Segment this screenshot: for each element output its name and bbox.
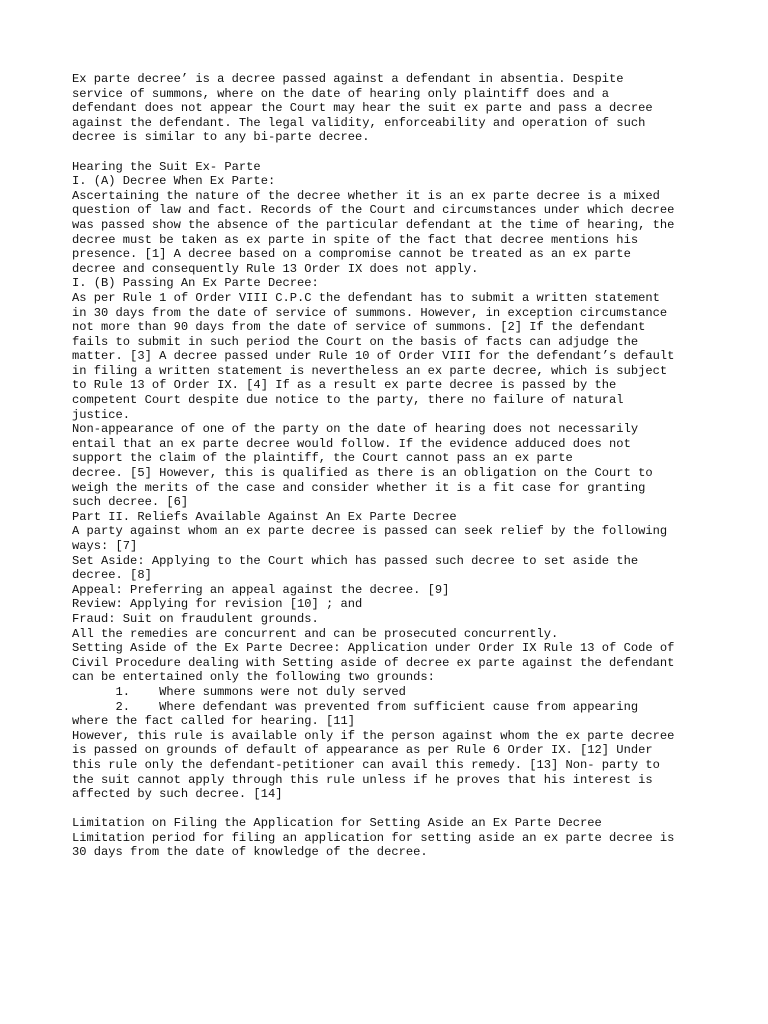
text-line: Appeal: Preferring an appeal against the decree. [9] (72, 582, 450, 597)
blank-line (72, 802, 712, 817)
text-line: All the remedies are concurrent and can be prosecuted concurrently. (72, 626, 559, 641)
text-line: defendant does not appear the Court may hear the suit ex parte and pass a decree (72, 101, 653, 116)
part-b-paragraph (72, 291, 712, 422)
text-line: Non-appearance of one of the party on the date of hearing does not necessarily (72, 422, 639, 437)
text-line: entail that an ex parte decree would follow. If the evidence adduced does not (72, 436, 631, 451)
text-line: Setting Aside of the Ex Parte Decree: Application under Order IX Rule 13 of Code of (72, 641, 675, 656)
text-line: However, this rule is available only if the person against whom the ex parte decree (72, 728, 675, 743)
part-b-heading: I. (B) Passing An Ex Parte Decree: (72, 276, 319, 291)
text-line: where the fact called for hearing. [11] (72, 714, 356, 729)
text-line: ways: [7] (72, 539, 138, 553)
text-line: decree is similar to any bi-parte decree. (72, 130, 370, 145)
text-line: Civil Procedure dealing with Setting aside of decree ex parte against the defendant (72, 655, 675, 670)
text-line: decree and consequently Rule 13 Order IX does not apply. (72, 261, 479, 276)
text-line: the suit cannot apply through this rule unless if he proves that his interest is (72, 772, 653, 787)
text-line: Ex parte decree’ is a decree passed against a defendant in absentia. Despite (72, 72, 624, 86)
text-line: fails to submit in such period the Court on the basis of facts can adjudge the (72, 334, 639, 349)
text-line: such decree. [6] (72, 495, 189, 510)
text-line: Fraud: Suit on fraudulent grounds. (72, 611, 319, 626)
text-line: support the claim of the plaintiff, the Court cannot pass an ex parte (72, 451, 573, 466)
text-line: As per Rule 1 of Order VIII C.P.C the defendant has to submit a written statement (72, 290, 660, 305)
text-line: to Rule 13 of Order IX. [4] If as a result ex parte decree is passed by the (72, 378, 617, 393)
reliefs-section (72, 524, 712, 801)
text-line: question of law and fact. Records of the Court and circumstances under which decree (72, 203, 675, 218)
list-item: 1. Where summons were not duly served (72, 684, 406, 699)
section-heading: Hearing the Suit Ex- Parte (72, 159, 261, 174)
text-line: Review: Applying for revision [10] ; and (72, 597, 363, 612)
limitation-paragraph (72, 831, 712, 860)
text-line: Ascertaining the nature of the decree whether it is an ex parte decree is a mixed (72, 188, 660, 203)
blank-line (72, 145, 712, 160)
text-line: weigh the merits of the case and consider whether it is a fit case for granting (72, 480, 646, 495)
text-line: Set Aside: Applying to the Court which has passed such decree to set aside the (72, 553, 639, 568)
text-line: A party against whom an ex parte decree is passed can seek relief by the following (72, 524, 668, 539)
text-line: is passed on grounds of default of appearance as per Rule 6 Order IX. [12] Under (72, 743, 653, 758)
text-line: can be entertained only the following two grounds: (72, 670, 435, 685)
text-line: affected by such decree. [14] (72, 787, 283, 802)
list-item: 2. Where defendant was prevented from sufficient cause from appearing (72, 699, 639, 714)
text-line: not more than 90 days from the date of service of summons. [2] If the defendant (72, 320, 646, 335)
non-appearance-paragraph (72, 422, 712, 510)
limitation-heading: Limitation on Filing the Application for Setting Aside an Ex Parte Decree (72, 816, 602, 831)
text-line: decree must be taken as ex parte in spite of the fact that decree mentions his (72, 232, 639, 247)
text-line: service of summons, where on the date of hearing only plaintiff does and a (72, 86, 610, 101)
text-line: decree. [5] However, this is qualified as there is an obligation on the Court to (72, 466, 653, 481)
text-line: justice. (72, 407, 131, 422)
part-ii-heading: Part II. Reliefs Available Against An Ex Parte Decree (72, 509, 457, 524)
document-page (72, 72, 712, 860)
text-line: matter. [3] A decree passed under Rule 10 of Order VIII for the defendant’s default (72, 349, 675, 364)
text-line: was passed show the absence of the particular defendant at the time of hearing, the (72, 217, 675, 232)
text-line: presence. [1] A decree based on a compromise cannot be treated as an ex parte (72, 247, 631, 262)
text-line: 30 days from the date of knowledge of the decree. (72, 845, 428, 860)
text-line: against the defendant. The legal validity, enforceability and operation of such (72, 115, 646, 130)
text-line: this rule only the defendant-petitioner can avail this remedy. [13] Non- party to (72, 757, 660, 772)
intro-paragraph (72, 72, 712, 145)
text-line: Limitation period for filing an application for setting aside an ex parte decree is (72, 830, 675, 845)
text-line: in 30 days from the date of service of summons. However, in exception circumstance (72, 305, 668, 320)
part-a-heading: I. (A) Decree When Ex Parte: (72, 174, 276, 189)
text-line: in filing a written statement is nevertheless an ex parte decree, which is subject (72, 363, 668, 378)
text-line: competent Court despite due notice to the party, there no failure of natural (72, 393, 624, 408)
part-a-paragraph (72, 189, 712, 277)
text-line: decree. [8] (72, 568, 152, 583)
